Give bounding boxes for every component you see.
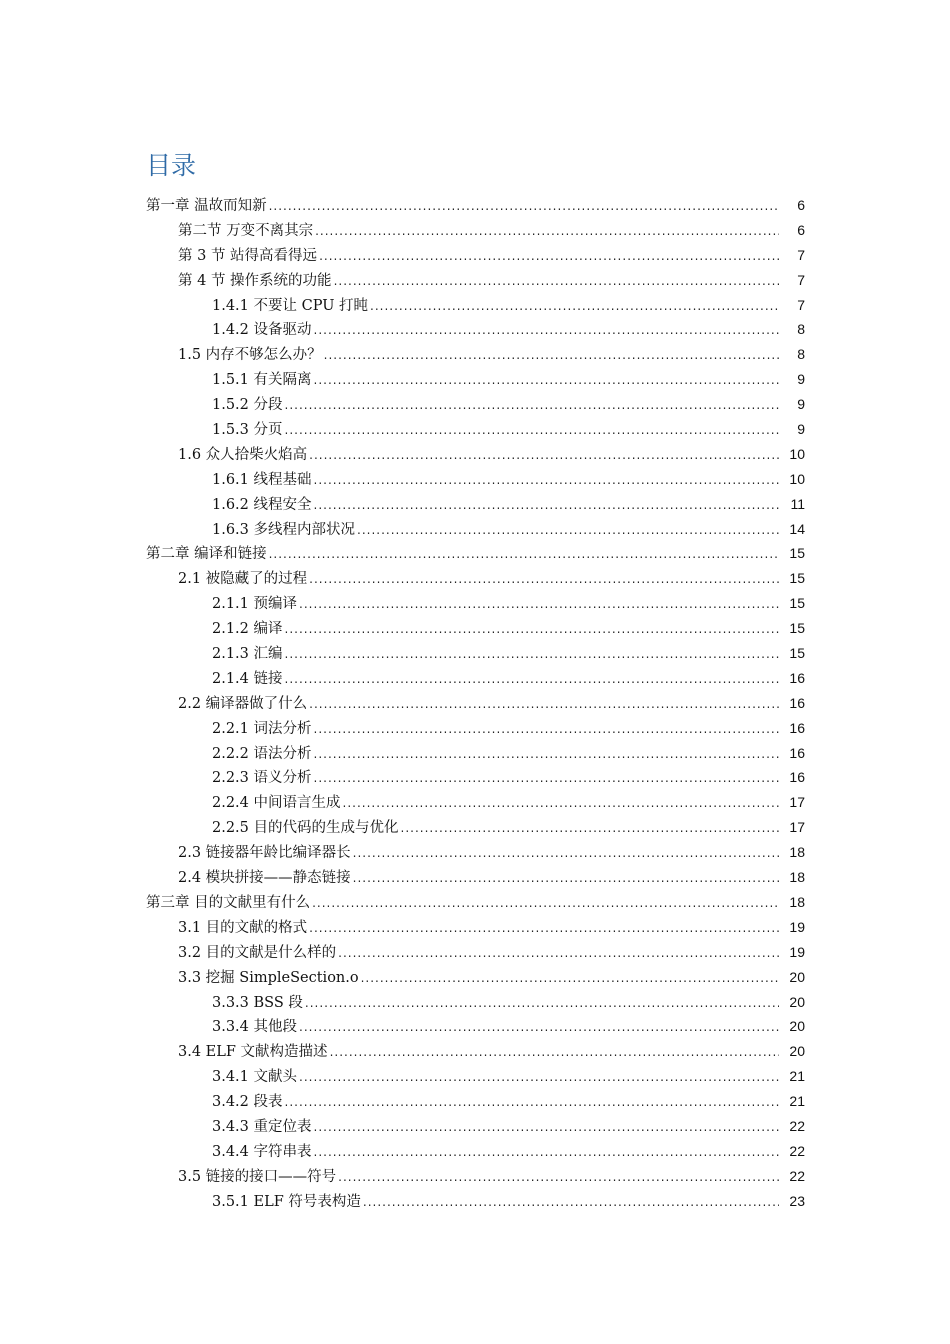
toc-entry[interactable] xyxy=(178,218,950,243)
dot-leader xyxy=(312,891,779,916)
toc-entry-label: 2.3 链接器年龄比编译器长 xyxy=(178,845,351,862)
dot-leader xyxy=(305,991,779,1016)
toc-entry-page-number: 8 xyxy=(797,321,805,338)
toc-entry-page-number: 21 xyxy=(789,1093,805,1110)
toc-entry[interactable] xyxy=(212,641,950,666)
toc-entry-page-number: 21 xyxy=(789,1068,805,1085)
toc-entry[interactable] xyxy=(178,442,950,467)
dot-leader xyxy=(314,1115,779,1140)
toc-entry-page-number: 10 xyxy=(789,470,805,487)
toc-entry[interactable] xyxy=(178,865,950,890)
toc-entry[interactable] xyxy=(212,591,950,616)
dot-leader xyxy=(314,766,779,791)
dot-leader xyxy=(353,866,779,891)
toc-entry[interactable] xyxy=(178,965,950,990)
dot-leader xyxy=(299,592,779,617)
toc-entry-label: 3.5 链接的接口——符号 xyxy=(178,1168,337,1185)
toc-entry-label: 2.2.2 语法分析 xyxy=(212,745,312,762)
toc-title: 目录 xyxy=(146,151,197,180)
toc-entry-page-number: 11 xyxy=(790,495,805,512)
toc-entry[interactable] xyxy=(178,342,950,367)
toc-entry-label: 3.1 目的文献的格式 xyxy=(178,919,308,936)
toc-entry-label: 1.6.1 线程基础 xyxy=(212,471,312,488)
toc-entry-page-number: 20 xyxy=(789,1018,805,1035)
dot-leader xyxy=(357,518,779,543)
toc-entry-label: 2.4 模块拼接——静态链接 xyxy=(178,870,351,887)
dot-leader xyxy=(314,717,779,742)
toc-entry[interactable] xyxy=(146,890,950,915)
toc-entry-label: 第二章 编译和链接 xyxy=(146,546,267,563)
dot-leader xyxy=(338,1165,779,1190)
dot-leader xyxy=(309,916,779,941)
toc-entry[interactable] xyxy=(212,1189,950,1214)
toc-entry-page-number: 16 xyxy=(789,669,805,686)
toc-entry-label: 2.1.3 汇编 xyxy=(212,646,283,663)
toc-entry[interactable] xyxy=(212,392,950,417)
toc-entry-label: 第一章 温故而知新 xyxy=(146,198,267,214)
dot-leader xyxy=(285,418,779,443)
dot-leader xyxy=(363,1190,779,1215)
toc-entry[interactable] xyxy=(178,243,950,268)
toc-entry[interactable] xyxy=(212,1014,950,1039)
toc-entry-label: 第 4 节 操作系统的功能 xyxy=(178,272,332,289)
toc-entry-label: 1.6.3 多线程内部状况 xyxy=(212,521,356,538)
toc-entry-page-number: 20 xyxy=(789,1043,805,1060)
toc-entry-page-number: 15 xyxy=(789,545,805,562)
toc-entry-label: 1.5.1 有关隔离 xyxy=(212,372,312,389)
dot-leader xyxy=(343,791,779,816)
toc-entry[interactable] xyxy=(178,1039,950,1064)
toc-entry[interactable] xyxy=(212,666,950,691)
toc-entry-page-number: 15 xyxy=(789,645,805,662)
dot-leader xyxy=(285,393,779,418)
toc-entry-page-number: 18 xyxy=(789,844,805,861)
toc-entry[interactable] xyxy=(146,193,950,218)
dot-leader xyxy=(285,642,779,667)
toc-entry-label: 第二节 万变不离其宗 xyxy=(178,222,314,239)
dot-leader xyxy=(314,1140,779,1165)
dot-leader xyxy=(330,1040,779,1065)
toc-entry[interactable] xyxy=(178,940,950,965)
toc-entry-label: 3.4.4 字符串表 xyxy=(212,1143,312,1160)
toc-entry-label: 3.3.3 BSS 段 xyxy=(212,994,303,1011)
dot-leader xyxy=(285,617,779,642)
toc-entry-page-number: 17 xyxy=(789,819,805,836)
dot-leader xyxy=(269,194,779,219)
dot-leader xyxy=(314,468,779,493)
toc-entry-label: 2.1 被隐藏了的过程 xyxy=(178,571,308,588)
toc-entry-page-number: 6 xyxy=(797,221,805,238)
toc-entry-page-number: 16 xyxy=(789,744,805,761)
toc-entry[interactable] xyxy=(212,1114,950,1139)
toc-entry-label: 3.4.2 段表 xyxy=(212,1094,283,1111)
toc-entry-label: 1.4.1 不要让 CPU 打盹 xyxy=(212,297,369,314)
toc-entry[interactable] xyxy=(178,268,950,293)
toc-entry-label: 3.4 ELF 文献构造描述 xyxy=(178,1044,328,1061)
dot-leader xyxy=(324,343,779,368)
toc-entry-label: 3.3.4 其他段 xyxy=(212,1019,298,1036)
dot-leader xyxy=(319,244,779,269)
toc-entry-label: 1.4.2 设备驱动 xyxy=(212,322,312,339)
dot-leader xyxy=(338,941,779,966)
dot-leader xyxy=(361,966,779,991)
toc-entry[interactable] xyxy=(212,367,950,392)
toc-entry[interactable] xyxy=(178,691,950,716)
toc-entry-label: 2.2.4 中间语言生成 xyxy=(212,795,341,812)
toc-entry-page-number: 22 xyxy=(789,1117,805,1134)
toc-entry[interactable] xyxy=(212,1139,950,1164)
toc-entry-label: 3.4.1 文献头 xyxy=(212,1069,298,1086)
toc-entry-page-number: 16 xyxy=(789,769,805,786)
toc-entry[interactable] xyxy=(178,566,950,591)
toc-entry-label: 1.5 内存不够怎么办？ xyxy=(178,347,322,364)
dot-leader xyxy=(299,1065,779,1090)
dot-leader xyxy=(314,493,779,518)
dot-leader xyxy=(401,816,779,841)
toc-entry[interactable] xyxy=(212,317,950,342)
toc-entry-page-number: 10 xyxy=(789,445,805,462)
toc-entry[interactable] xyxy=(212,790,950,815)
toc-entry-label: 2.2.1 词法分析 xyxy=(212,720,312,737)
toc-entry[interactable] xyxy=(212,741,950,766)
toc-entry-page-number: 14 xyxy=(789,520,805,537)
toc-entry-page-number: 9 xyxy=(797,396,805,413)
toc-entry-page-number: 7 xyxy=(797,271,805,288)
toc-entry-page-number: 16 xyxy=(789,719,805,736)
toc-entry-label: 3.4.3 重定位表 xyxy=(212,1118,312,1135)
toc-entry-page-number: 22 xyxy=(789,1167,805,1184)
toc-entry-label: 2.2.5 目的代码的生成与优化 xyxy=(212,820,399,837)
toc-entry-label: 3.3 挖掘 SimpleSection.o xyxy=(178,969,359,986)
toc-entry-label: 1.5.2 分段 xyxy=(212,397,283,414)
toc-entry-page-number: 7 xyxy=(797,246,805,263)
toc-entry[interactable] xyxy=(212,517,950,542)
toc-entry-label: 第 3 节 站得高看得远 xyxy=(178,247,318,264)
dot-leader xyxy=(285,1090,779,1115)
toc-entry[interactable] xyxy=(212,990,950,1015)
toc-entry-page-number: 17 xyxy=(789,794,805,811)
toc-entry-page-number: 19 xyxy=(789,943,805,960)
toc-entry-label: 第三章 目的文献里有什么 xyxy=(146,894,311,911)
toc-entry[interactable] xyxy=(212,1064,950,1089)
toc-entry-label: 1.5.3 分页 xyxy=(212,422,283,439)
toc-entry-page-number: 9 xyxy=(797,371,805,388)
dot-leader xyxy=(309,567,779,592)
toc-entry-label: 2.1.4 链接 xyxy=(212,670,283,687)
dot-leader xyxy=(285,667,779,692)
toc-entry-page-number: 20 xyxy=(789,968,805,985)
toc-entry-page-number: 16 xyxy=(789,694,805,711)
toc-entry-label: 3.5.1 ELF 符号表构造 xyxy=(212,1193,361,1210)
dot-leader xyxy=(299,1015,779,1040)
toc-entry-label: 2.2.3 语义分析 xyxy=(212,770,312,787)
dot-leader xyxy=(309,692,779,717)
toc-entry[interactable] xyxy=(212,293,950,318)
toc-entry-page-number: 15 xyxy=(789,570,805,587)
toc-entry-page-number: 15 xyxy=(789,595,805,612)
toc-entry-label: 1.6.2 线程安全 xyxy=(212,496,312,513)
toc-entry-page-number: 6 xyxy=(797,197,805,213)
dot-leader xyxy=(334,269,779,294)
toc-entry[interactable] xyxy=(178,840,950,865)
toc-entry-page-number: 18 xyxy=(789,893,805,910)
toc-entry-label: 2.1.1 预编译 xyxy=(212,596,298,613)
toc-entry-label: 2.1.2 编译 xyxy=(212,621,283,638)
toc-entry-page-number: 15 xyxy=(789,620,805,637)
toc-entry-page-number: 23 xyxy=(789,1192,805,1209)
toc-entry[interactable] xyxy=(178,1164,950,1189)
toc-entry-page-number: 22 xyxy=(789,1142,805,1159)
toc-entry[interactable] xyxy=(212,716,950,741)
toc-entry-page-number: 18 xyxy=(789,869,805,886)
toc-entry[interactable] xyxy=(212,815,950,840)
dot-leader xyxy=(314,368,779,393)
dot-leader xyxy=(353,841,779,866)
toc-entry-page-number: 8 xyxy=(797,346,805,363)
toc-entry[interactable] xyxy=(146,541,950,566)
toc-entry-page-number: 7 xyxy=(797,296,805,313)
toc-entry-page-number: 9 xyxy=(797,421,805,438)
toc-entry[interactable] xyxy=(212,765,950,790)
toc-entry-label: 2.2 编译器做了什么 xyxy=(178,695,308,712)
toc-entry[interactable] xyxy=(212,492,950,517)
dot-leader xyxy=(370,294,779,319)
toc-entry[interactable] xyxy=(178,915,950,940)
toc-entry-page-number: 20 xyxy=(789,993,805,1010)
toc-entry[interactable] xyxy=(212,417,950,442)
table-of-contents xyxy=(0,193,950,1214)
toc-entry[interactable] xyxy=(212,1089,950,1114)
toc-entry[interactable] xyxy=(212,467,950,492)
toc-entry-label: 1.6 众人拾柴火焰高 xyxy=(178,446,308,463)
toc-entry-label: 3.2 目的文献是什么样的 xyxy=(178,944,337,961)
dot-leader xyxy=(269,542,779,567)
toc-entry[interactable] xyxy=(212,616,950,641)
dot-leader xyxy=(309,443,779,468)
dot-leader xyxy=(314,742,779,767)
dot-leader xyxy=(314,318,779,343)
toc-entry-page-number: 19 xyxy=(789,918,805,935)
dot-leader xyxy=(315,219,779,244)
